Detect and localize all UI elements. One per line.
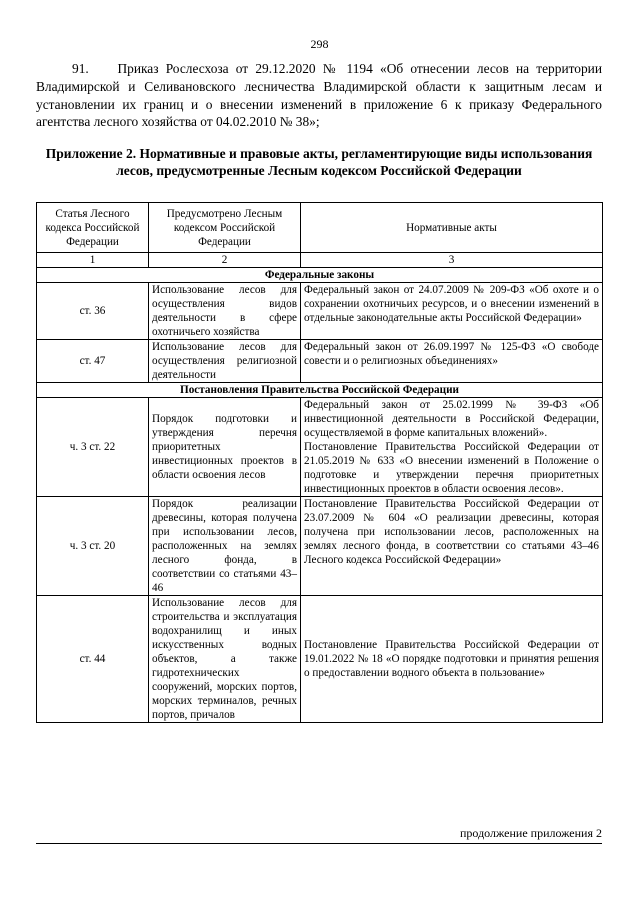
header-article: Статья Лесного кодекса Российской Федерации: [37, 203, 149, 253]
cell-provided: Использование лесов для строительства и эксплуатация водохранилищ и иных искусственных водных объектов, а также гидротехнических сооружений, морских портов, морских терминалов, речных портов, причалов: [149, 596, 301, 723]
section-title: Федеральные законы: [37, 268, 603, 283]
continuation-note: продолжение приложения 2: [36, 826, 602, 844]
index-2: 2: [149, 253, 301, 268]
table-index-row: [37, 253, 603, 268]
acts-table: [36, 202, 603, 723]
cell-acts: Федеральный закон от 26.09.1997 № 125-ФЗ «О свободе совести и о религиозных объединениях»: [301, 340, 603, 383]
header-acts: Нормативные акты: [301, 203, 603, 253]
cell-provided: Использование лесов для осуществления видов деятельности в сфере охотничьего хозяйства: [149, 283, 301, 340]
cell-acts: [301, 398, 603, 497]
table-row: [37, 283, 603, 340]
cell-article: ст. 44: [37, 596, 149, 723]
cell-article: ч. 3 ст. 22: [37, 398, 149, 497]
table-header-row: [37, 203, 603, 253]
intro-paragraph: [36, 60, 602, 131]
cell-provided: Порядок реализации древесины, которая получена при использовании лесов, расположенных на землях лесного фонда, в соответствии со статьями 43–46: [149, 497, 301, 596]
act-text: Федеральный закон от 25.02.1999 № 39-ФЗ «Об инвестиционной деятельности в Российской Федерации, осуществляемой в форме капитальных вложений».: [304, 399, 599, 439]
index-3: 3: [301, 253, 603, 268]
cell-acts: Постановление Правительства Российской Федерации от 23.07.2009 № 604 «О реализации древесины, которая получена при использовании лесов, расположенных на землях лесного фонда, в соответствии со статьями 43–46 Лесного кодекса Российской Федерации»: [301, 497, 603, 596]
cell-provided: Порядок подготовки и утверждения перечня приоритетных инвестиционных проектов в области освоения лесов: [149, 398, 301, 497]
table-row: [37, 497, 603, 596]
act-text: Постановление Правительства Российской Федерации от 21.05.2019 № 633 «О внесении изменений в Положение о подготовке и утверждении перечня приоритетных инвестиционных проектов в области освоения лесов».: [304, 441, 599, 495]
section-row-government-decrees: [37, 383, 603, 398]
table-row: [37, 340, 603, 383]
cell-acts: Федеральный закон от 24.07.2009 № 209-ФЗ «Об охоте и о сохранении охотничьих ресурсов, и о внесении изменений в отдельные законодательные акты Российской Федерации»: [301, 283, 603, 340]
header-provided: Предусмотрено Лесным кодексом Российской Федерации: [149, 203, 301, 253]
cell-provided: Использование лесов для осуществления религиозной деятельности: [149, 340, 301, 383]
page-number: 298: [310, 37, 329, 51]
cell-article: ч. 3 ст. 20: [37, 497, 149, 596]
cell-acts: Постановление Правительства Российской Федерации от 19.01.2022 № 18 «О порядке подготовки и принятия решения о предоставлении водного объекта в пользование»: [301, 596, 603, 723]
appendix-heading: Приложение 2. Нормативные и правовые акты, регламентирующие виды использования лесов, предусмотренные Лесным кодексом Российской Федерации: [45, 146, 593, 178]
table-row: [37, 596, 603, 723]
intro-text: Приказ Рослесхоза от 29.12.2020 № 1194 «Об отнесении лесов на территории Владимирской и Селивановского лесничества Владимирской области к защитным лесам и установлении их границ и о внесении изменений в приложение 6 к приказу Федерального агентства лесного хозяйства от 04.02.2010 № 38»;: [36, 61, 603, 130]
intro-number: 91.: [72, 61, 89, 76]
section-title: Постановления Правительства Российской Федерации: [37, 383, 603, 398]
cell-article: ст. 47: [37, 340, 149, 383]
index-1: 1: [37, 253, 149, 268]
table-row: [37, 398, 603, 497]
cell-article: ст. 36: [37, 283, 149, 340]
section-row-federal-laws: [37, 268, 603, 283]
